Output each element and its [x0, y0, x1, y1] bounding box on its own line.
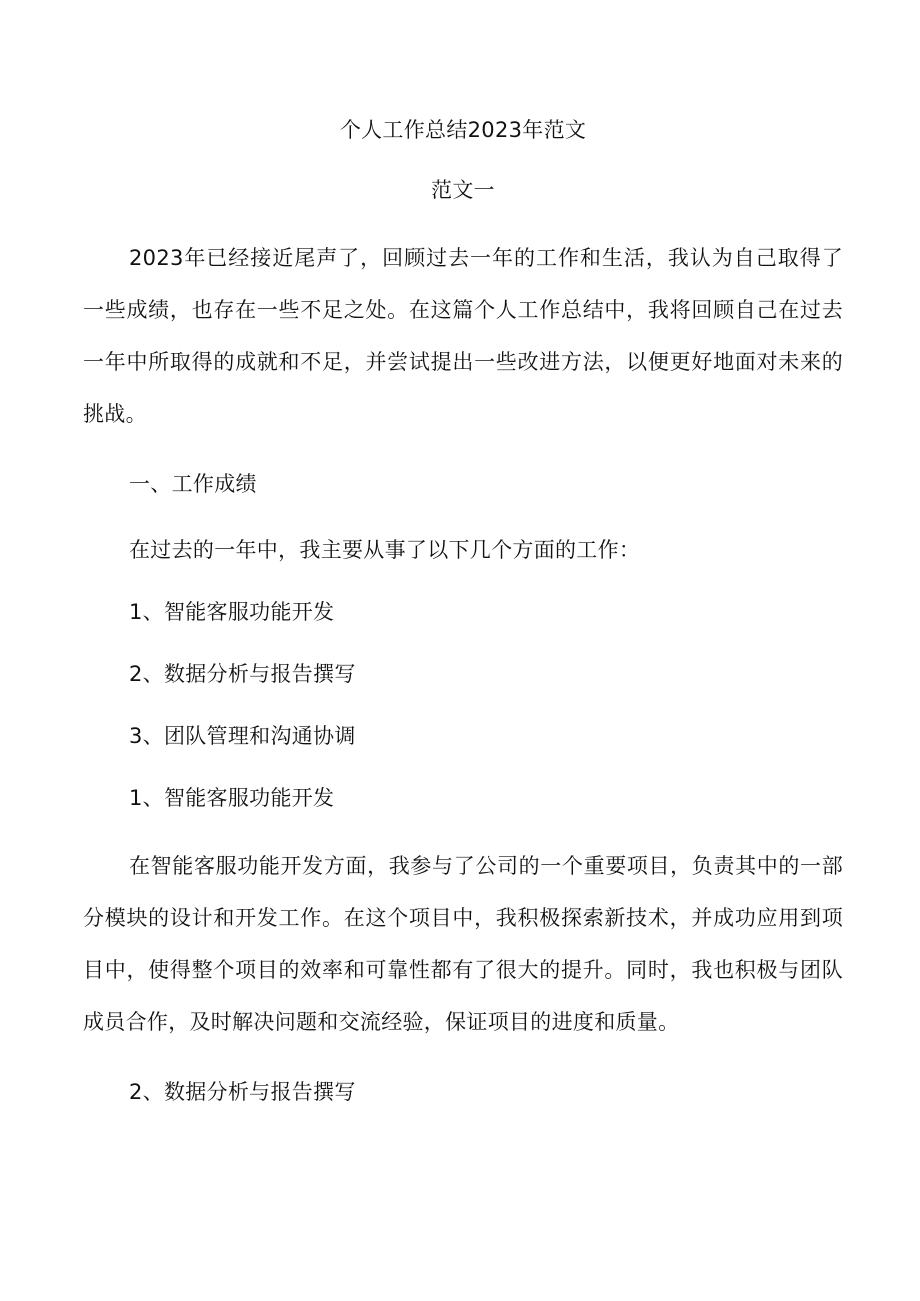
list-item: 2、数据分析与报告撰写: [129, 662, 356, 686]
document-subtitle: 范文一: [431, 178, 495, 202]
subsection-body-smart-service: 在智能客服功能开发方面，我参与了公司的一个重要项目，负责其中的一部分模块的设计和开发工作。在这个项目中，我积极探索新技术，并成功应用到项目中，使得整个项目的效率和可靠性都有了很大的提升。同时，我也积极与团队成员合作，及时解决问题和交流经验，保证项目的进度和质量。: [83, 854, 843, 1034]
document-body: [83, 110, 843, 1134]
subsection-heading-smart-service: 1、智能客服功能开发: [129, 786, 335, 810]
section-lead-text: 在过去的一年中，我主要从事了以下几个方面的工作：: [129, 538, 641, 562]
list-item: 1、智能客服功能开发: [129, 600, 335, 624]
list-item: 3、团队管理和沟通协调: [129, 724, 356, 748]
section-heading-work-achievements: 一、工作成绩: [129, 472, 257, 496]
document-title: 个人工作总结2023年范文: [339, 118, 587, 142]
subsection-heading-data-analysis: 2、数据分析与报告撰写: [129, 1080, 356, 1104]
intro-paragraph: 2023年已经接近尾声了，回顾过去一年的工作和生活，我认为自己取得了一些成绩，也存在一些不足之处。在这篇个人工作总结中，我将回顾自己在过去一年中所取得的成就和不足，并尝试提出一些改进方法，以便更好地面对未来的挑战。: [83, 246, 843, 426]
